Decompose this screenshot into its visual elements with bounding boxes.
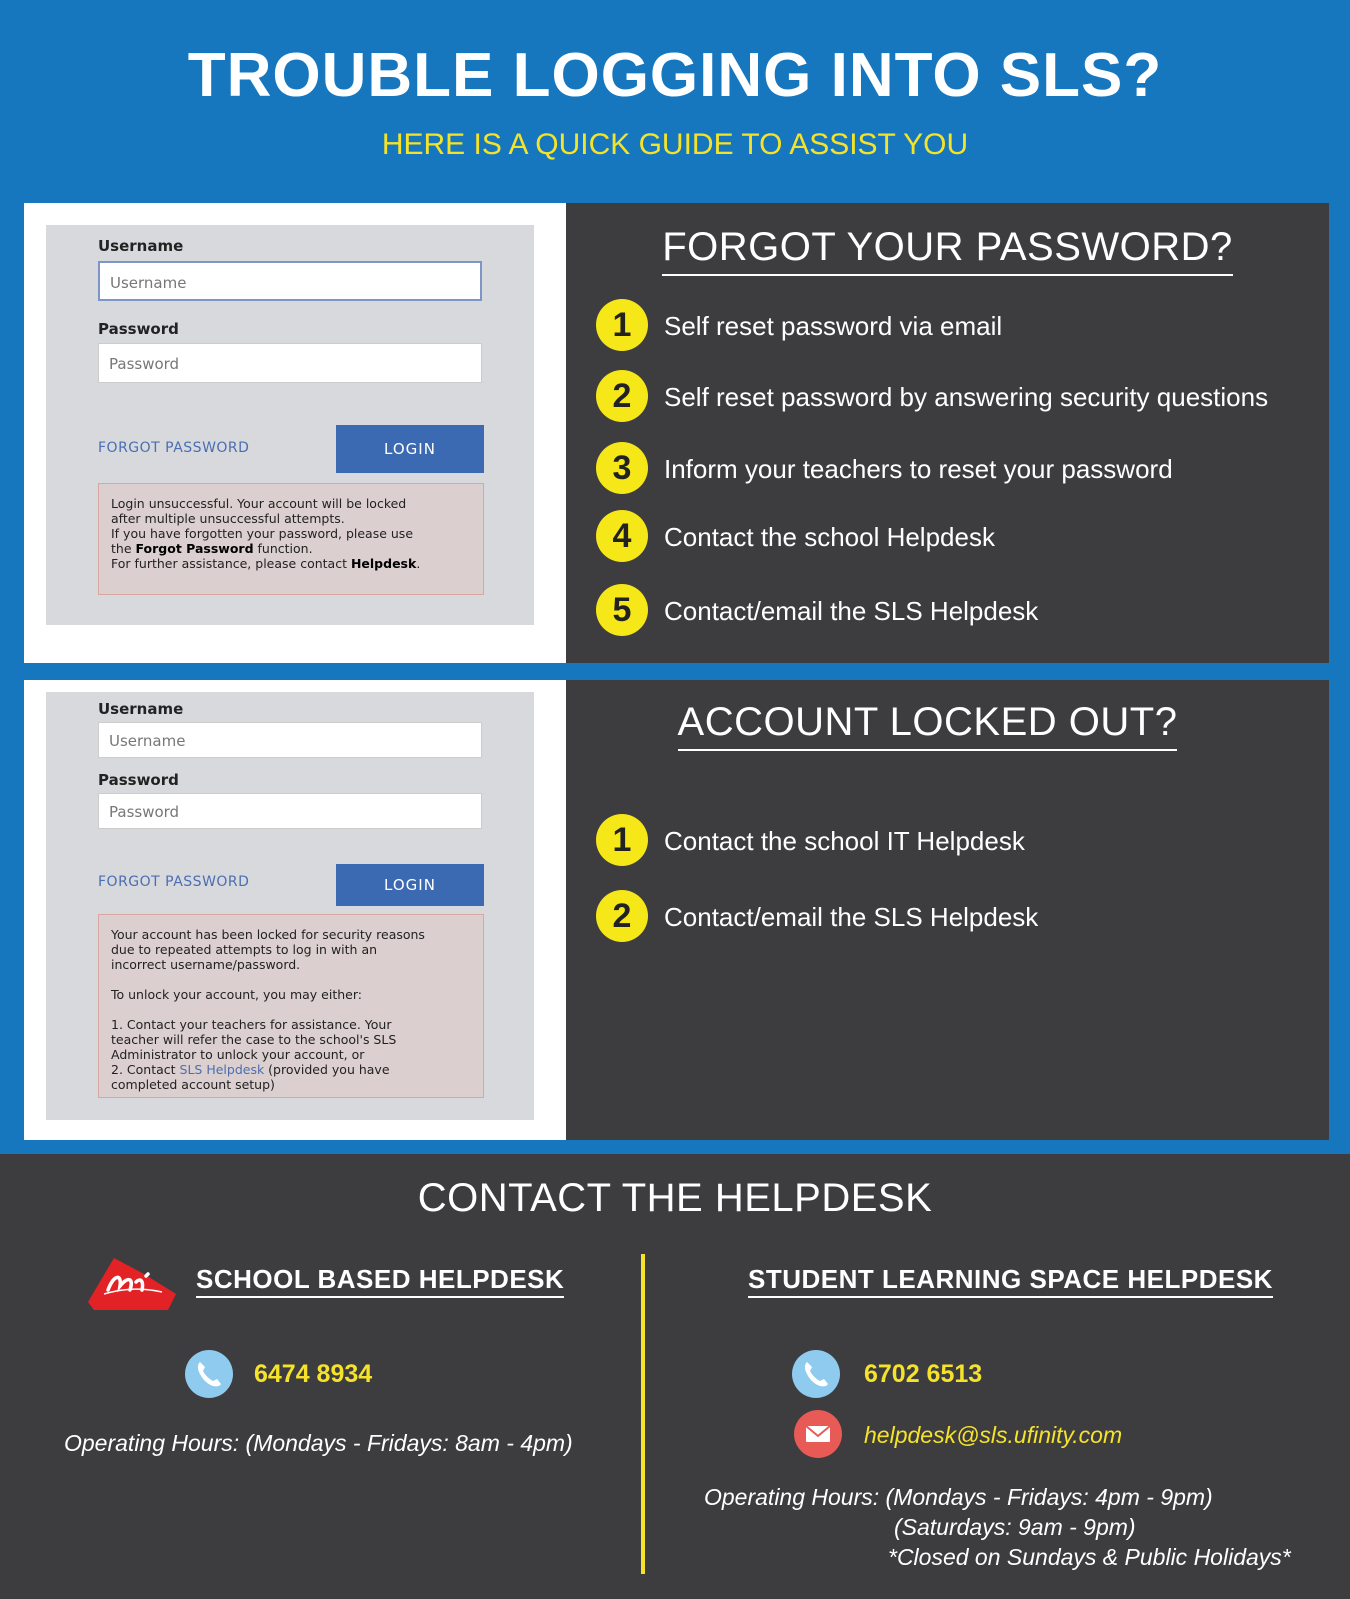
locked-message-line: To unlock your account, you may either: [111, 987, 362, 1002]
password-input[interactable]: Password [98, 343, 482, 383]
username-input[interactable]: Username [98, 722, 482, 758]
error-message [98, 483, 484, 595]
account-locked-guide [566, 680, 1329, 1140]
sls-helpdesk-title [748, 1264, 1273, 1295]
step-number: 4 [596, 510, 648, 562]
account-locked-heading [546, 700, 1309, 751]
login-button[interactable]: LOGIN [336, 425, 484, 473]
locked-text: 2. Contact [111, 1062, 180, 1077]
username-label: Username [98, 700, 184, 718]
step-text: Contact/email the SLS Helpdesk [664, 596, 1039, 626]
sls-phone-number[interactable]: 6702 6513 [864, 1360, 983, 1388]
username-input[interactable]: Username [98, 261, 482, 301]
locked-message-line: Your account has been locked for security reasons [111, 927, 425, 942]
sls-helpdesk-link[interactable]: SLS Helpdesk [179, 1062, 265, 1077]
page-subtitle: HERE IS A QUICK GUIDE TO ASSIST YOU [381, 128, 969, 161]
error-text: . [416, 556, 421, 571]
locked-message-line: incorrect username/password. [111, 957, 301, 972]
step-number: 1 [596, 299, 648, 351]
sls-saturday-hours: (Saturdays: 9am - 9pm) [894, 1514, 1136, 1540]
header [0, 0, 1350, 200]
mail-icon [794, 1410, 842, 1458]
school-logo-icon [84, 1254, 180, 1317]
locked-message-line: 1. Contact your teachers for assistance. Your [111, 1017, 392, 1032]
password-label: Password [98, 320, 179, 338]
error-message-line [111, 556, 471, 571]
forgot-password-guide [566, 203, 1329, 663]
phone-icon [792, 1350, 840, 1398]
sls-closed-note: *Closed on Sundays & Public Holidays* [888, 1544, 1291, 1570]
step-number: 1 [596, 814, 648, 866]
step-number: 3 [596, 442, 648, 494]
forgot-password-emphasis: Forgot Password [135, 541, 254, 556]
step-text: Contact/email the SLS Helpdesk [664, 902, 1039, 932]
password-label: Password [98, 771, 179, 789]
username-label: Username [98, 237, 184, 255]
sls-helpdesk-email[interactable]: helpdesk@sls.ufinity.com [864, 1422, 1123, 1448]
login-mockup [46, 692, 534, 1120]
error-message-line [111, 541, 471, 556]
error-message-line: after multiple unsuccessful attempts. [111, 511, 345, 526]
account-locked-panel [24, 680, 1329, 1140]
contact-helpdesk-section [0, 1154, 1350, 1599]
locked-text: (provided you have [264, 1062, 390, 1077]
locked-message-line: Administrator to unlock your account, or [111, 1047, 365, 1062]
phone-icon [185, 1350, 233, 1398]
forgot-password-panel [24, 203, 1329, 663]
school-helpdesk-title [196, 1264, 564, 1295]
error-message-line: Login unsuccessful. Your account will be locked [111, 496, 407, 511]
step-text: Inform your teachers to reset your password [664, 454, 1173, 484]
error-text: For further assistance, please contact [111, 556, 351, 571]
step-number: 2 [596, 370, 648, 422]
sls-operating-hours: Operating Hours: (Mondays - Fridays: 4pm - 9pm) [704, 1484, 1213, 1510]
forgot-password-heading [566, 225, 1329, 276]
login-mockup [46, 225, 534, 625]
step-number: 2 [596, 890, 648, 942]
login-mockup-frame [24, 203, 566, 663]
school-phone-number[interactable]: 6474 8934 [254, 1360, 373, 1388]
password-input[interactable]: Password [98, 793, 482, 829]
school-helpdesk-title-text: SCHOOL BASED HELPDESK [196, 1264, 564, 1298]
step-text: Self reset password by answering security questions [664, 382, 1269, 412]
step-number: 5 [596, 584, 648, 636]
forgot-password-link[interactable]: FORGOT PASSWORD [98, 440, 250, 456]
page-title: TROUBLE LOGGING INTO SLS? [187, 41, 1163, 110]
step-text: Self reset password via email [664, 311, 1003, 341]
contact-helpdesk-title: CONTACT THE HELPDESK [417, 1176, 933, 1220]
error-message-line: If you have forgotten your password, please use [111, 526, 414, 541]
school-operating-hours: Operating Hours: (Mondays - Fridays: 8am - 4pm) [64, 1430, 573, 1456]
heading-text: FORGOT YOUR PASSWORD? [662, 225, 1233, 276]
sls-helpdesk-title-text: STUDENT LEARNING SPACE HELPDESK [748, 1264, 1273, 1298]
helpdesk-emphasis: Helpdesk [350, 556, 417, 571]
locked-message [98, 914, 484, 1098]
locked-message-line: completed account setup) [111, 1077, 275, 1092]
error-text: function. [253, 541, 313, 556]
step-text: Contact the school IT Helpdesk [664, 826, 1025, 856]
locked-message-line: due to repeated attempts to log in with an [111, 942, 378, 957]
error-text: the [111, 541, 136, 556]
heading-text: ACCOUNT LOCKED OUT? [678, 700, 1178, 751]
login-mockup-frame [24, 680, 566, 1140]
section-divider [641, 1254, 645, 1574]
login-button[interactable]: LOGIN [336, 864, 484, 906]
forgot-password-link[interactable]: FORGOT PASSWORD [98, 874, 250, 890]
locked-message-line [111, 1062, 471, 1077]
locked-message-line: teacher will refer the case to the school's SLS [111, 1032, 397, 1047]
step-text: Contact the school Helpdesk [664, 522, 995, 552]
